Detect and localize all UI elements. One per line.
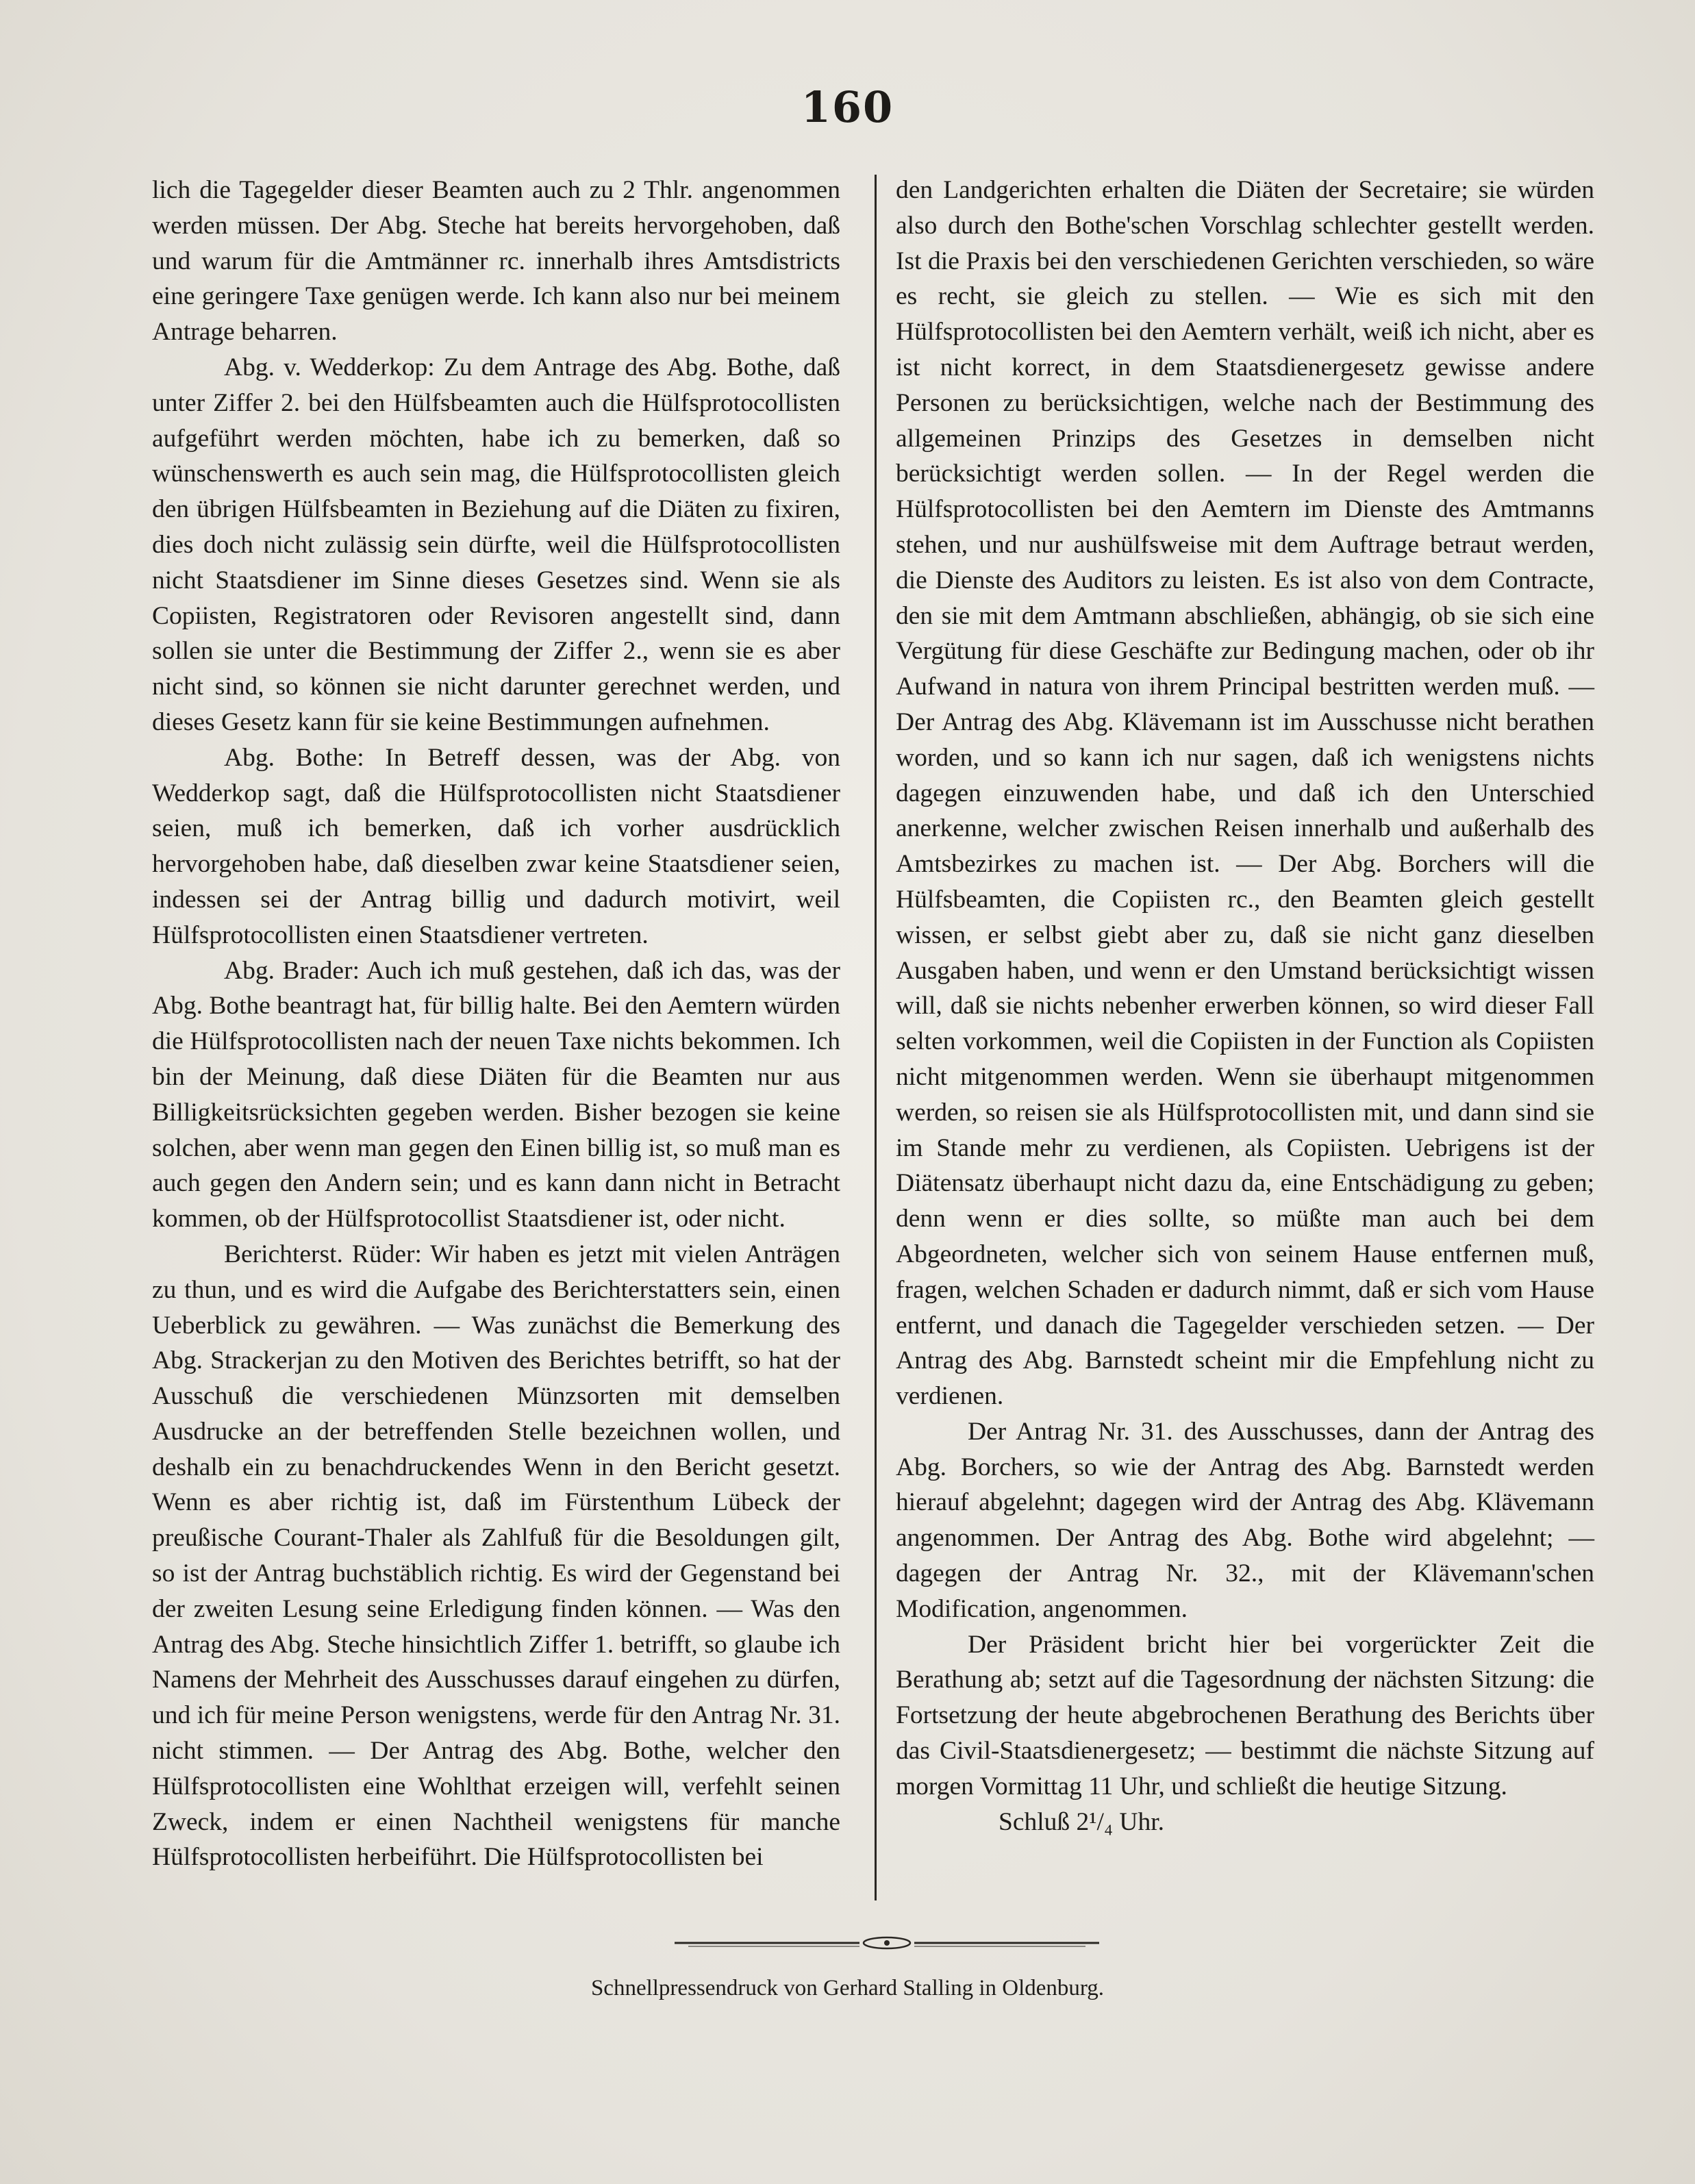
left-paragraph-1: lich die Tagegelder dieser Beamten auch zu 2 Thlr. angenommen werden müssen. Der Abg. Steche hat bereits hervorgehoben, daß und warum für die Amtmänner rc. innerhalb ihres Amtsdistricts eine geringere Taxe genügen werde. Ich kann also nur bei meinem Antrage beharren. bbox=[152, 176, 840, 347]
column-divider bbox=[875, 175, 877, 1900]
printer-imprint: Schnellpressendruck von Gerhard Stalling in Oldenburg. bbox=[590, 1976, 1105, 2000]
left-paragraph-3: Abg. Bothe: In Betreff dessen, was der Abg. von Wedderkop sagt, daß die Hülfsprotocollisten nicht Staatsdiener seien, muß ich bemerken, daß ich vorher ausdrücklich hervorgehoben habe, daß dieselben zwar keine Staatsdiener seien, indessen sei der Antrag billig und dadurch motivirt, weil Hülfsprotocollisten einen Staatsdiener vertreten. bbox=[152, 743, 840, 949]
left-paragraph-2: Abg. v. Wedderkop: Zu dem Antrage des Abg. Bothe, daß unter Ziffer 2. bei den Hülfsbeamten auch die Hülfsprotocollisten aufgeführt werden möchten, habe ich zu bemerken, daß so wünschenswerth es auch sein mag, die Hülfsprotocollisten gleich den übrigen Hülfsbeamten in Beziehung auf die Diäten zu fixiren, dies doch nicht zulässig sein dürfte, weil die Hülfsprotocollisten nicht Staatsdiener im Sinne dieses Gesetzes sind. Wenn sie als Copiisten, Registratoren oder Revisoren angestellt sind, dann sollen sie unter die Bestimmung der Ziffer 2., wenn sie es aber nicht sind, so können sie nicht darunter gerechnet werden, und dieses Gesetz kann für sie keine Bestimmungen aufnehmen. bbox=[152, 353, 840, 736]
right-paragraph-2: Der Antrag Nr. 31. des Ausschusses, dann der Antrag des Abg. Borchers, so wie der Antrag des Abg. Barnstedt werden hierauf abgelehnt; dagegen wird der Antrag des Abg. Klävemann angenommen. Der Antrag des Abg. Bothe wird abgelehnt; — dagegen der Antrag Nr. 32., mit der Klävemann'schen Modification, angenommen. bbox=[896, 1417, 1594, 1623]
left-column bbox=[152, 173, 840, 1875]
page-number: 160 bbox=[801, 82, 894, 132]
right-paragraph-1: den Landgerichten erhalten die Diäten der Secretaire; sie würden also durch den Bothe'schen Vorschlag schlechter gestellt werden. Ist die Praxis bei den verschiedenen Gerichten verschieden, so wäre es recht, sie gleich zu stellen. — Wie es sich mit den Hülfsprotocollisten bei den Aemtern verhält, weiß ich nicht, aber es ist nicht korrect, in dem Staatsdienergesetz gewisse andere Personen zu berücksichtigen, welche nach der Bestimmung des allgemeinen Prinzips des Gesetzes in demselben nicht berücksichtigt werden sollen. — In der Regel werden die Hülfsprotocollisten bei den Aemtern im Dienste des Amtmanns stehen, und nur aushülfsweise mit dem Auftrage betraut werden, die Dienste des Auditors zu leisten. Es ist also von dem Contracte, den sie mit dem Amtmann abschließen, abhängig, ob sie sich eine Vergütung für diese Geschäfte zur Bedingung machen, oder ob ihr Aufwand in natura von ihrem Principal bestritten werden muß. — Der Antrag des Abg. Klävemann ist im Ausschusse nicht berathen worden, und so kann ich nur sagen, daß ich wenigstens nichts dagegen einzuwenden habe, und daß ich den Unterschied anerkenne, welcher zwischen Reisen innerhalb und außerhalb des Amtsbezirkes zu machen ist. — Der Abg. Borchers will die Hülfsbeamten, die Copiisten rc., den Beamten gleich gestellt wissen, er selbst giebt aber zu, daß sie nicht ganz dieselben Ausgaben haben, und wenn er den Umstand berücksichtigt wissen will, daß sie nichts nebenher erwerben können, so wird dieser Fall selten vorkommen, weil die Copiisten in der Function als Copiisten nicht mitgenommen werden. Wenn sie überhaupt mitgenommen werden, so reisen sie als Hülfsprotocollisten mit, und dann sind sie im Stande mehr zu verdienen, als Copiisten. Uebrigens ist der Diätensatz überhaupt nicht dazu da, eine Entschädigung zu geben; denn wenn er dies sollte, so müßte man auch bei dem Abgeordneten, welcher sich von seinem Hause entfernen muß, fragen, welchen Schaden er dadurch nimmt, daß er sich vom Hause entfernt, und danach die Tagegelder verschieden setzen. — Der Antrag des Abg. Barnstedt scheint mir die Empfehlung nicht zu verdienen. bbox=[896, 176, 1594, 1411]
left-paragraph-4: Abg. Brader: Auch ich muß gestehen, daß ich das, was der Abg. Bothe beantragt hat, für billig halte. Bei den Aemtern würden die Hülfsprotocollisten nach der neuen Taxe nichts bekommen. Ich bin der Meinung, daß diese Diäten für die Beamten nur aus Billigkeitsrücksichten gegeben werden. Bisher bezogen sie keine solchen, aber wenn man gegen den Einen billig ist, so muß man es auch gegen den Andern sein; und es kann dann nicht in Betracht kommen, ob der Hülfsprotocollist Staatsdiener ist, oder nicht. bbox=[152, 956, 840, 1233]
right-column bbox=[896, 173, 1594, 1840]
right-paragraph-3: Der Präsident bricht hier bei vorgerückter Zeit die Berathung ab; setzt auf die Tagesordnung der nächsten Sitzung: die Fortsetzung der heute abgebrochenen Berathung des Berichts über das Civil-Staatsdienergesetz; — bestimmt die nächste Sitzung auf morgen Vormittag 11 Uhr, und schließt die heutige Sitzung. bbox=[896, 1630, 1594, 1800]
left-paragraph-5: Berichterst. Rüder: Wir haben es jetzt mit vielen Anträgen zu thun, und es wird die Aufgabe des Berichterstatters sein, einen Ueberblick zu gewähren. — Was zunächst die Bemerkung des Abg. Strackerjan zu den Motiven des Berichtes betrifft, so hat der Ausschuß die verschiedenen Münzsorten mit demselben Ausdrucke an der betreffenden Stelle bezeichnen wollen, und deshalb ein zu benachdruckendes Wenn in den Bericht gesetzt. Wenn es aber richtig ist, daß im Fürstenthum Lübeck der preußische Courant-Thaler als Zahlfuß für die Besoldungen gilt, so ist der Antrag buchstäblich richtig. Es wird der Gegenstand bei der zweiten Lesung seine Erledigung finden können. — Was den Antrag des Abg. Steche hinsichtlich Ziffer 1. betrifft, so glaube ich Namens der Mehrheit des Ausschusses darauf eingehen zu dürfen, und ich für meine Person wenigstens, werde für den Antrag Nr. 31. nicht stimmen. — Der Antrag des Abg. Bothe, welcher den Hülfsprotocollisten eine Wohlthat erzeigen will, verfehlt seinen Zweck, indem er einen Nachtheil wenigstens für manche Hülfsprotocollisten herbeiführt. Die Hülfsprotocollisten bei bbox=[152, 1240, 840, 1872]
closing-time: Schluß 2¹/₄ Uhr. bbox=[999, 1807, 1165, 1836]
ornament-rule bbox=[675, 1934, 1099, 1952]
